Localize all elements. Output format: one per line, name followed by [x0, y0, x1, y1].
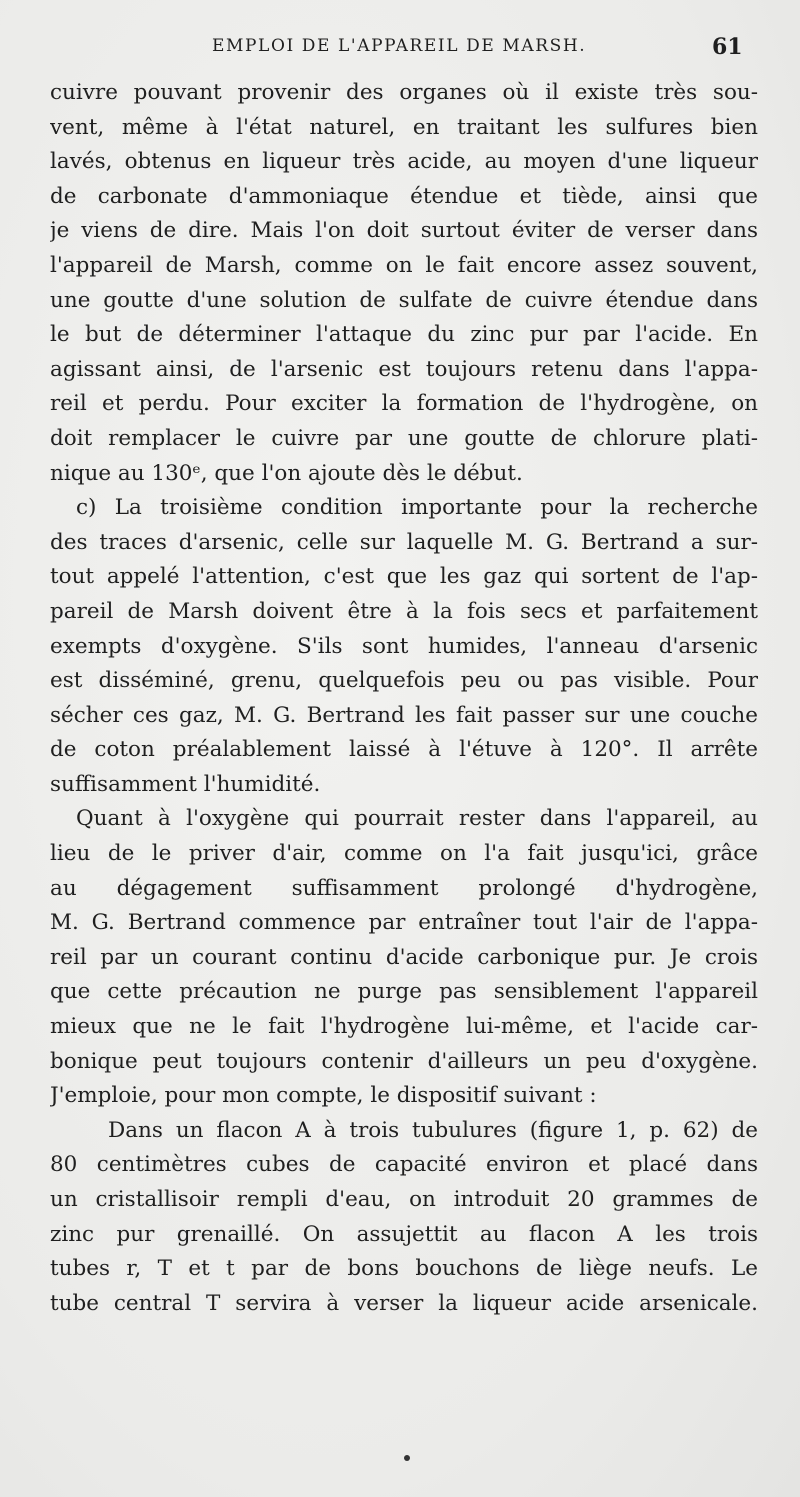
text-line: une goutte d'une solution de sulfate de cuivre étendue dans — [50, 287, 758, 313]
text-line: suffisamment l'humidité. — [50, 771, 321, 797]
text-line: lavés, obtenus en liqueur très acide, au moyen d'une liqueur — [50, 149, 758, 175]
page-header — [0, 34, 800, 64]
text-line: reil et perdu. Pour exciter la formation de l'hydrogène, on — [50, 391, 758, 417]
text-line: l'appareil de Marsh, comme on le fait encore assez souvent, — [50, 252, 758, 278]
text-line: un cristallisoir rempli d'eau, on introduit 20 grammes de — [50, 1187, 758, 1212]
body-text — [50, 76, 758, 1321]
text-line: bonique peut toujours contenir d'ailleurs un peu d'oxygène. — [50, 1048, 758, 1074]
text-line: Quant à l'oxygène qui pourrait rester dans l'appareil, au — [76, 806, 758, 832]
text-line: 80 centimètres cubes de capacité environ et placé dans — [50, 1152, 758, 1178]
text-line: cuivre pouvant provenir des organes où il existe très sou- — [50, 80, 758, 105]
text-line: de coton préalablement laissé à l'étuve à 120°. Il arrête — [50, 737, 758, 763]
text-line: de carbonate d'ammoniaque étendue et tiède, ainsi que — [50, 183, 758, 209]
text-line: est disséminé, grenu, quelquefois peu ou pas visible. Pour — [50, 668, 758, 694]
text-line: le but de déterminer l'attaque du zinc pur par l'acide. En — [50, 322, 758, 348]
text-line: nique au 130ᵉ, que l'on ajoute dès le début. — [50, 460, 523, 486]
text-line: exempts d'oxygène. S'ils sont humides, l'anneau d'arsenic — [50, 633, 758, 659]
text-line: des traces d'arsenic, celle sur laquelle M. G. Bertrand a sur- — [50, 529, 758, 555]
ornament-dot — [404, 1455, 410, 1461]
text-line: lieu de le priver d'air, comme on l'a fait jusqu'ici, grâce — [50, 841, 758, 867]
text-line: Dans un flacon A à trois tubulures (figure 1, p. 62) de — [108, 1117, 758, 1143]
text-line: zinc pur grenaillé. On assujettit au flacon A les trois — [50, 1221, 758, 1247]
text-line: tubes r, T et t par de bons bouchons de liège neufs. Le — [50, 1256, 758, 1282]
text-line: mieux que ne le fait l'hydrogène lui-même, et l'acide car- — [50, 1014, 758, 1040]
text-line: pareil de Marsh doivent être à la fois secs et parfaitement — [50, 598, 758, 624]
text-line: doit remplacer le cuivre par une goutte de chlorure plati- — [50, 425, 758, 451]
text-line: tout appelé l'attention, c'est que les gaz qui sortent de l'ap- — [50, 564, 758, 590]
text-line: reil par un courant continu d'acide carbonique pur. Je crois — [50, 944, 758, 970]
text-line: M. G. Bertrand commence par entraîner tout l'air de l'appa- — [50, 910, 758, 936]
text-line: tube central T servira à verser la liqueur acide arsenicale. — [50, 1290, 758, 1316]
text-line: que cette précaution ne purge pas sensiblement l'appareil — [50, 979, 758, 1005]
text-line: je viens de dire. Mais l'on doit surtout éviter de verser dans — [50, 218, 758, 244]
running-title: EMPLOI DE L'APPAREIL DE MARSH. — [212, 36, 587, 56]
text-line: vent, même à l'état naturel, en traitant les sulfures bien — [50, 114, 758, 140]
text-line: c) La troisième condition importante pour la recherche — [76, 495, 758, 521]
text-line: agissant ainsi, de l'arsenic est toujours retenu dans l'appa- — [50, 356, 758, 382]
text-line: J'emploie, pour mon compte, le dispositif suivant : — [50, 1083, 597, 1109]
text-line: sécher ces gaz, M. G. Bertrand les fait passer sur une couche — [50, 702, 758, 728]
text-line: au dégagement suffisamment prolongé d'hydrogène, — [50, 875, 758, 901]
page-number: 61 — [712, 34, 743, 60]
